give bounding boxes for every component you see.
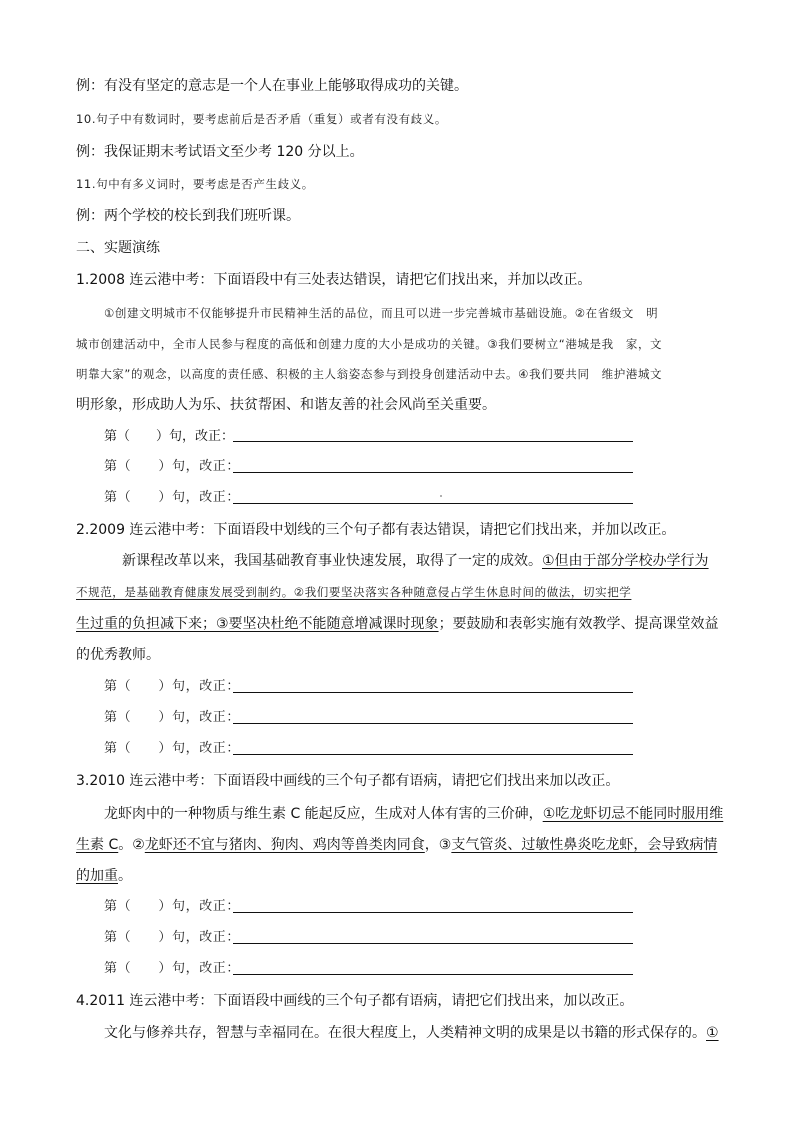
q3-answer-field[interactable] bbox=[233, 912, 633, 913]
q3-answer-field[interactable] bbox=[233, 974, 633, 975]
q3-passage-line bbox=[104, 804, 723, 824]
q2-answer-label: 第（ ）句，改正： bbox=[104, 710, 241, 725]
q2-text: ；要鼓励和表彰实施有效教学、提高课堂效益 bbox=[438, 616, 719, 632]
q3-text: 龙虾肉中的一种物质与维生素 C 能起反应，生成对人体有害的三价砷， bbox=[104, 806, 543, 822]
q3-answer-label: 第（ ）句，改正： bbox=[104, 961, 241, 976]
q2-underlined-sentence: 不规范，是基础教育健康发展受到制约。②我们要坚决落实各种随意侵占学生休息时间的做法，切实把学 bbox=[76, 585, 632, 599]
q1-passage-line: 明形象，形成助人为乐、扶贫帮困、和谐友善的社会风尚至关重要。 bbox=[76, 397, 496, 413]
q3-title: 3.2010 连云港中考：下面语段中画线的三个句子都有语病，请把它们找出来加以改正。 bbox=[76, 773, 620, 789]
stray-dot bbox=[440, 495, 442, 497]
q1-passage-line: ①创建文明城市不仅能够提升市民精神生活的品位，而且可以进一步完善城市基础设施。②在省级文 明 bbox=[104, 306, 659, 320]
q1-answer-field[interactable] bbox=[233, 441, 633, 442]
q2-answer-field[interactable] bbox=[233, 754, 633, 755]
q3-passage-line bbox=[76, 866, 132, 886]
q3-answer-label: 第（ ）句，改正： bbox=[104, 930, 241, 945]
q1-title: 1.2008 连云港中考：下面语段中有三处表达错误，请把它们找出来，并加以改正。 bbox=[76, 272, 592, 288]
q4-text: 文化与修养共存，智慧与幸福同在。在很大程度上，人类精神文明的成果是以书籍的形式保存的。 bbox=[104, 1025, 706, 1041]
q1-answer-label: 第（ ）句，改正： bbox=[104, 429, 235, 444]
q1-answer-field[interactable] bbox=[233, 503, 633, 504]
example-line: 例：我保证期末考试语文至少考 120 分以上。 bbox=[76, 144, 364, 160]
q3-underlined-sentence: 的加重 bbox=[76, 868, 118, 884]
example-line: 例：两个学校的校长到我们班听课。 bbox=[76, 208, 300, 224]
q3-underlined-sentence: 龙虾还不宜与猪肉、狗肉、鸡肉等兽类肉同食 bbox=[144, 837, 425, 853]
q2-answer-field[interactable] bbox=[233, 692, 633, 693]
q4-underlined-sentence: ① bbox=[706, 1025, 719, 1041]
rule-line: 11.句中有多义词时，要考虑是否产生歧义。 bbox=[76, 177, 314, 191]
q3-text: 。② bbox=[118, 837, 145, 853]
q3-text: ，③ bbox=[424, 837, 452, 853]
q1-answer-field[interactable] bbox=[233, 472, 633, 473]
q3-answer-label: 第（ ）句，改正： bbox=[104, 899, 241, 914]
q2-underlined-sentence: ①但由于部分学校办学行为 bbox=[542, 553, 709, 569]
q2-passage-line bbox=[122, 551, 709, 571]
q3-text: 。 bbox=[118, 868, 132, 884]
q3-answer-field[interactable] bbox=[233, 943, 633, 944]
q2-answer-field[interactable] bbox=[233, 723, 633, 724]
q2-passage-line: 的优秀教师。 bbox=[76, 647, 160, 663]
q4-title: 4.2011 连云港中考：下面语段中画线的三个句子都有语病，请把它们找出来，加以改正。 bbox=[76, 993, 634, 1009]
q3-underlined-sentence: 支气管炎、过敏性鼻炎吃龙虾，会导致病情 bbox=[451, 837, 718, 853]
q3-underlined-sentence: ①吃龙虾切忌不能同时服用维 bbox=[542, 806, 724, 822]
q1-passage-line: 城市创建活动中，全市人民参与程度的高低和创建力度的大小是成功的关键。③我们要树立“港城是我 家，文 bbox=[76, 337, 663, 351]
q2-underlined-sentence: 生过重的负担减下来；③要坚决杜绝不能随意增减课时现象 bbox=[76, 616, 439, 632]
rule-line: 10.句子中有数词时，要考虑前后是否矛盾（重复）或者有没有歧义。 bbox=[76, 112, 447, 126]
q3-passage-line bbox=[76, 835, 717, 855]
q2-text: 新课程改革以来，我国基础教育事业快速发展，取得了一定的成效。 bbox=[122, 553, 542, 569]
q4-passage-line bbox=[104, 1023, 719, 1043]
section-heading: 二、实题演练 bbox=[76, 240, 160, 256]
example-line: 例：有没有坚定的意志是一个人在事业上能够取得成功的关键。 bbox=[76, 78, 468, 94]
q2-answer-label: 第（ ）句，改正： bbox=[104, 679, 241, 694]
q1-answer-label: 第（ ）句，改正： bbox=[104, 459, 241, 474]
q2-answer-label: 第（ ）句，改正： bbox=[104, 741, 241, 756]
q3-underlined-sentence: 生素 C bbox=[76, 837, 119, 853]
q1-answer-label: 第（ ）句，改正： bbox=[104, 490, 241, 505]
q1-passage-line: 明靠大家”的观念，以高度的责任感、积极的主人翁姿态参与到投身创建活动中去。④我们要共同 维护港城文 bbox=[76, 367, 663, 381]
q2-title: 2.2009 连云港中考：下面语段中划线的三个句子都有表达错误，请把它们找出来，并加以改正。 bbox=[76, 522, 676, 538]
q2-passage-line bbox=[76, 614, 719, 634]
